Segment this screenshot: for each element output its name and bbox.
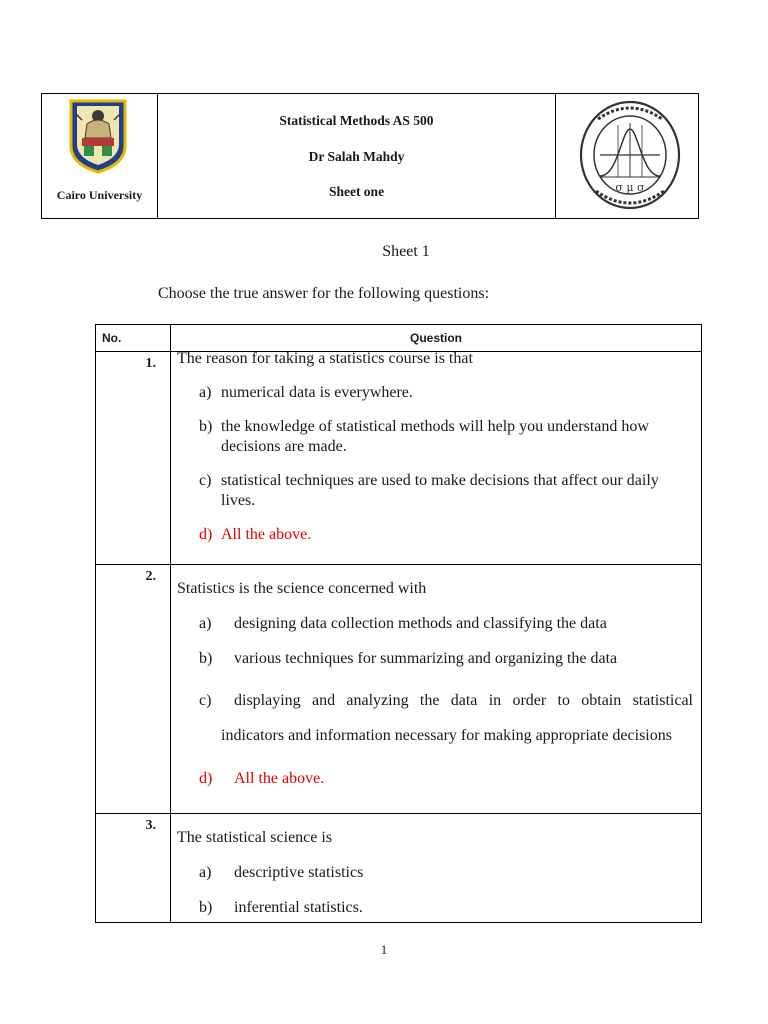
option-label: b) <box>199 418 213 435</box>
question-cell <box>171 565 702 814</box>
question-number: 3. <box>96 814 171 923</box>
option-text: various techniques for summarizing and organizing the data <box>234 650 618 667</box>
question-stem: The reason for taking a statistics course is that <box>177 350 473 367</box>
header-seal-cell <box>556 94 698 218</box>
answer-option <box>177 649 693 669</box>
answer-option <box>177 863 693 883</box>
table-row <box>96 565 702 814</box>
question-number: 2. <box>96 565 171 814</box>
document-header <box>41 93 699 219</box>
option-label: d) <box>199 526 213 543</box>
correct-answer-option <box>177 769 693 789</box>
option-text: All the above. <box>234 770 325 787</box>
answer-option <box>177 898 693 918</box>
question-cell <box>171 352 702 565</box>
university-label: Cairo University <box>56 188 143 202</box>
option-text: descriptive statistics <box>234 864 364 881</box>
option-label: c) <box>199 472 212 489</box>
table-header-row <box>96 325 702 352</box>
sheet-name: Sheet one <box>328 184 385 199</box>
option-label: a) <box>199 864 212 881</box>
instructor-name: Dr Salah Mahdy <box>308 149 405 164</box>
instruction-text: Choose the true answer for the following questions: <box>158 285 490 302</box>
question-cell <box>171 814 702 923</box>
questions-table <box>95 324 702 923</box>
option-text: displaying and analyzing the data in order to obtain statistical indicators and information necessary for making appropriate decisions <box>221 692 693 744</box>
option-label: b) <box>199 650 213 667</box>
option-text: All the above. <box>221 526 312 543</box>
option-label: c) <box>199 692 212 709</box>
correct-answer-option <box>177 525 693 545</box>
header-title-cell <box>158 94 556 218</box>
option-label: d) <box>199 770 213 787</box>
page-number: 1 <box>380 942 388 957</box>
option-text: inferential statistics. <box>234 899 363 916</box>
column-header-number: No. <box>96 325 171 352</box>
option-label: a) <box>199 384 212 401</box>
cairo-university-logo <box>68 98 128 174</box>
institute-seal <box>578 99 682 211</box>
answer-option <box>177 383 693 403</box>
question-stem: Statistics is the science concerned with <box>177 580 427 597</box>
question-number: 1. <box>96 352 171 565</box>
option-text: the knowledge of statistical methods will help you understand how decisions are made. <box>221 418 649 455</box>
option-text: numerical data is everywhere. <box>221 384 413 401</box>
answer-option <box>177 683 693 753</box>
question-stem: The statistical science is <box>177 829 333 846</box>
column-header-question: Question <box>171 325 702 352</box>
sheet-title: Sheet 1 <box>382 243 430 260</box>
answer-option <box>177 614 693 634</box>
option-text: statistical techniques are used to make decisions that affect our daily lives. <box>221 472 659 509</box>
option-label: a) <box>199 615 212 632</box>
option-text: designing data collection methods and classifying the data <box>234 615 607 632</box>
table-row <box>96 352 702 565</box>
table-row <box>96 814 702 923</box>
answer-option <box>177 471 693 511</box>
course-title: Statistical Methods AS 500 <box>279 113 434 128</box>
answer-option <box>177 417 693 457</box>
option-label: b) <box>199 899 213 916</box>
header-logo-cell <box>42 94 158 218</box>
seal-symbols: σ μ σ <box>615 181 645 194</box>
